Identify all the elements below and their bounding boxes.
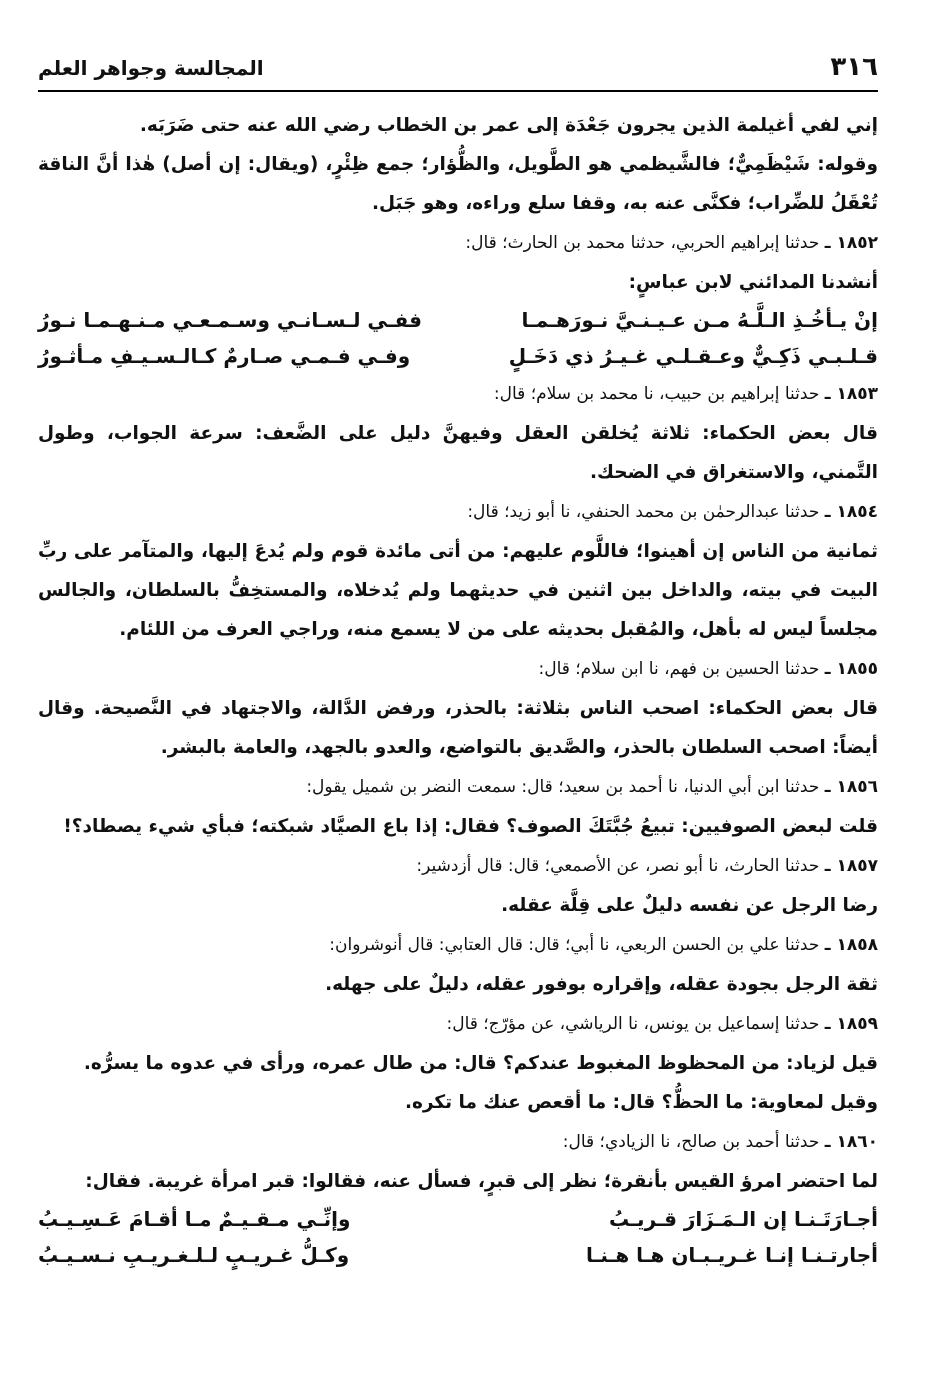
running-title: المجالسة وجواهر العلم (38, 56, 264, 80)
page-header (38, 52, 878, 90)
entry-number: ١٨٥٦ ـ (824, 777, 878, 797)
narration-chain (38, 767, 878, 807)
paragraph: قلت لبعض الصوفيين: تبيعُ جُبَّتَكَ الصوف؟ فقال: إذا باع الصيَّاد شبكته؛ فبأي شيء يصطاد؟! (63, 816, 878, 837)
entry-number: ١٨٦٠ ـ (824, 1132, 878, 1152)
paragraph: قيل لزياد: من المحظوظ المغبوط عندكم؟ قال: من طال عمره، ورأى في عدوه ما يسرُّه. (83, 1053, 878, 1074)
paragraph: ثمانية من الناس إن أهينوا؛ فاللَّوم عليهم: من أتى مائدة قوم ولم يُدعَ إليها، والمتآمر على ربِّ البيت في بيته، والداخل بين اثنين في حديثهما ولم يُدخلاه، والمستخِفُّ بالسلطان، والجالس مجلساً ليس له بأهل، والمُقبل بحديثه على من لا يسمع منه، وراجي العرف من اللئام. (38, 541, 878, 640)
chain-text: حدثنا الحسين بن فهم، نا ابن سلام؛ قال: (538, 659, 820, 679)
paragraph: لما احتضر امرؤ القيس بأنقرة؛ نظر إلى قبرٍ، فسأل عنه، فقالوا: قبر امرأة غريبة. فقال: (85, 1171, 878, 1192)
chain-text: حدثنا إسماعيل بن يونس، نا الرياشي، عن مؤرّج؛ قال: (446, 1014, 820, 1034)
paragraph: إني لفي أغيلمة الذين يجرون جَعْدَة إلى عمر بن الخطاب رضي الله عنه حتى ضَرَبَه. (139, 115, 878, 136)
paragraph: وقيل لمعاوية: ما الحظُّ؟ قال: ما أقعص عنك ما تكره. (404, 1092, 878, 1113)
verse-first-hemistich: أجارتـنـا إنـا غـريـبـان هـا هـنـا (585, 1243, 878, 1267)
chain-text: حدثنا عبدالرحمٰن بن محمد الحنفي، نا أبو زيد؛ قال: (467, 502, 820, 522)
poem-verse (38, 1201, 878, 1237)
entry-number: ١٨٥٢ ـ (824, 233, 878, 253)
chain-text: حدثنا أحمد بن صالح، نا الزيادي؛ قال: (562, 1132, 820, 1152)
verse-second-hemistich: وإنِّـي مـقـيـمٌ مـا أقـامَ عَـسِـيـبُ (38, 1207, 351, 1231)
entry-number: ١٨٥٤ ـ (824, 502, 878, 522)
verse-first-hemistich: أجـارَتَـنـا إن الـمَـزَارَ قـريـبُ (609, 1207, 878, 1231)
narration-chain (38, 925, 878, 965)
entry-number: ١٨٥٣ ـ (824, 384, 878, 404)
entry-number: ١٨٥٨ ـ (824, 935, 878, 955)
narration-chain (38, 492, 878, 532)
verse-second-hemistich: وفـي فـمـي صـارمٌ كـالـسـيـفِ مـأثـورُ (38, 344, 411, 368)
entry-number: ١٨٥٥ ـ (824, 659, 878, 679)
page-body (38, 106, 878, 1273)
paragraph: ثقة الرجل بجودة عقله، وإقراره بوفور عقله، دليلٌ على جهله. (325, 974, 878, 995)
verse-first-hemistich: قـلـبـي ذَكِـيٌّ وعـقـلـي غـيـرُ ذي دَخَـلٍ (508, 344, 878, 368)
narration-chain (38, 1004, 878, 1044)
narration-chain (38, 374, 878, 414)
narration-chain (38, 1122, 878, 1162)
poem-verse (38, 338, 878, 374)
chain-text: حدثنا إبراهيم الحربي، حدثنا محمد بن الحارث؛ قال: (465, 233, 820, 253)
chain-text: حدثنا الحارث، نا أبو نصر، عن الأصمعي؛ قال: قال أزدشير: (416, 856, 820, 876)
paragraph: رضا الرجل عن نفسه دليلٌ على قِلَّة عقله. (501, 895, 878, 916)
verse-second-hemistich: وكـلُّ غـريـبٍ لـلـغـريـبِ نـسـيـبُ (38, 1243, 350, 1267)
poem-verse (38, 1237, 878, 1273)
entry-number: ١٨٥٧ ـ (824, 856, 878, 876)
header-rule (38, 90, 878, 92)
chain-text: حدثنا ابن أبي الدنيا، نا أحمد بن سعيد؛ قال: سمعت النضر بن شميل يقول: (306, 777, 820, 797)
narration-chain (38, 846, 878, 886)
paragraph: أنشدنا المدائني لابن عباسٍ: (628, 272, 878, 293)
verse-first-hemistich: إنْ يـأخُـذِ الـلَّـهُ مـن عـيـنـيَّ نـورَهـمـا (521, 308, 878, 332)
narration-chain (38, 223, 878, 263)
narration-chain (38, 649, 878, 689)
paragraph: وقوله: شَيْظَمِيٌّ؛ فالشَّيظمي هو الطَّويل، والظُّؤار؛ جمع ظِئْرٍ، (ويقال: إن أصل) هٰذا أنَّ الناقة تُعْقَلُ للضِّراب؛ فكنَّى عنه به، وقفا سلع وراءه، وهو جَبَل. (38, 154, 878, 214)
poem-verse (38, 302, 878, 338)
chain-text: حدثنا علي بن الحسن الربعي، نا أبي؛ قال: قال العتابي: قال أنوشروان: (329, 935, 820, 955)
chain-text: حدثنا إبراهيم بن حبيب، نا محمد بن سلام؛ قال: (493, 384, 820, 404)
paragraph: قال بعض الحكماء: اصحب الناس بثلاثة: بالحذر، ورفض الدَّالة، والاجتهاد في النَّصيحة. وقال أيضاً: اصحب السلطان بالحذر، والصَّديق بالتواضع، والعدو بالجهد، والعامة بالبشر. (38, 698, 878, 758)
entry-number: ١٨٥٩ ـ (824, 1014, 878, 1034)
paragraph: قال بعض الحكماء: ثلاثة يُخلقن العقل وفيهنَّ دليل على الضَّعف: سرعة الجواب، وطول التَّمني، والاستغراق في الضحك. (38, 423, 878, 483)
verse-second-hemistich: ففـي لـسـانـي وسـمـعـي مـنـهـمـا نـورُ (38, 308, 422, 332)
page-number: ٣١٦ (830, 52, 878, 82)
